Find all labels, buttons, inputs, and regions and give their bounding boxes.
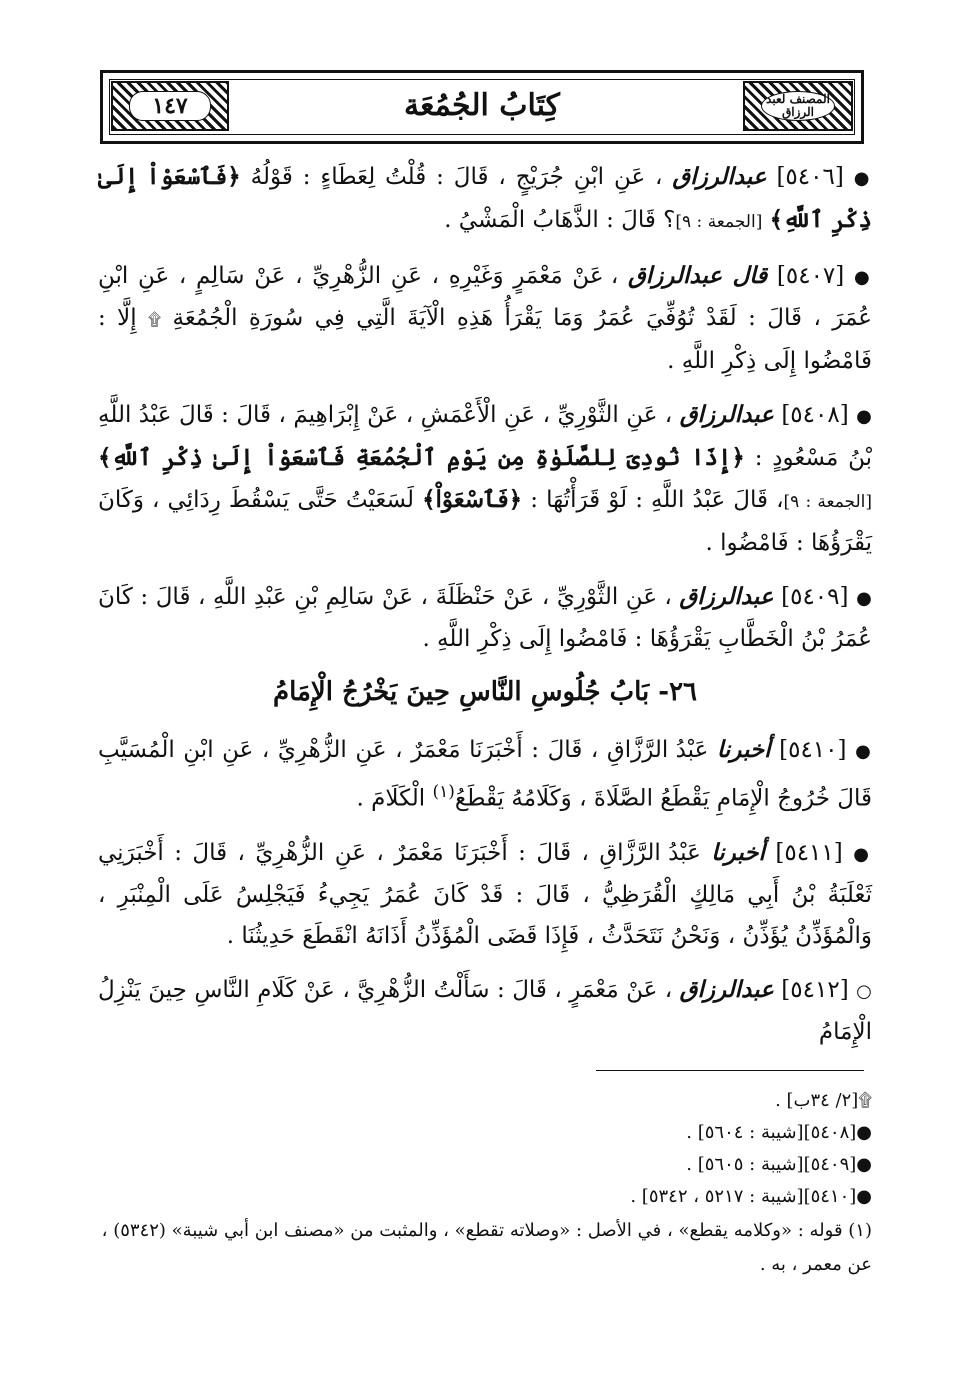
narrator: قال عبدالرزاق — [627, 262, 768, 289]
quran-quote: ﴿إِذَا نُودِىَ لِلصَّلَوٰةِ مِن يَوْمِ ٱلْجُمُعَةِ فَٱسْعَوْاْ إِلَىٰ ذِكْرِ ٱللَّهِ﴾ — [98, 444, 745, 471]
footnote-line: ●[٥٤١٠][شيبة : ٥٢١٧ ، ٥٣٤٢] . — [630, 1186, 872, 1207]
page-header — [100, 70, 864, 144]
narrator: عبدالرزاق — [679, 975, 774, 1003]
hadith-entry-5408 — [98, 394, 872, 564]
logo-ornament — [743, 81, 853, 131]
main-text — [98, 156, 872, 1065]
narrator: أخبرنا — [711, 838, 765, 866]
footnote-line: ۩[٢/ ٣٤ب] . — [775, 1090, 872, 1111]
hadith-text-mid: ، قَالَ عَبْدُ اللَّهِ : لَوْ قَرَأْتُهَا : — [530, 487, 784, 513]
hadith-text: ، عَنِ ابْنِ جُرَيْجٍ ، قَالَ : قُلْتُ لِعَطَاءٍ : قَوْلُهُ — [250, 164, 663, 190]
hadith-entry-5406 — [98, 156, 872, 243]
quran-quote-2: ﴿فَٱسْعَوْاْ﴾ — [422, 486, 523, 513]
footnote-line: (١) قوله : «وكلامه يقطع» ، في الأصل : «وصلاته تقطع» ، والمثبت من «مصنف ابن أبي شيبة» (٥٣٤٢) ، عن معمر ، به . — [101, 1220, 872, 1275]
bullet-icon: ● — [855, 741, 873, 762]
hadith-number: [٥٤١٢] — [781, 976, 849, 1003]
hadith-text: ، عَنِ الثَّوْرِيِّ ، عَنْ حَنْظَلَةَ ، عَنْ سَالِمِ بْنِ عَبْدِ اللَّهِ ، قَالَ : كَانَ عُمَرُ بْنُ الْخَطَّابِ يَقْرَؤُهَا : فَامْضُوا إِلَى ذِكْرِ اللَّهِ . — [98, 584, 872, 652]
narrator: عبدالرزاق — [679, 401, 774, 428]
quran-reference: [الجمعة : ٩] — [783, 492, 873, 512]
hadith-text-end: إِلَّا : فَامْضُوا إِلَى ذِكْرِ اللَّهِ . — [98, 305, 872, 374]
hadith-number: [٥٤١٠] — [779, 737, 847, 763]
logo-text: المصنف لعبد الرزاق — [761, 91, 835, 121]
hadith-text: عَبْدُ الرَّزَّاقِ ، قَالَ : أَخْبَرَنَا مَعْمَرٌ ، عَنِ الزُّهْرِيِّ ، عَنِ ابْنِ الْمُسَيَّبِ قَالَ خُرُوجُ الْإِمَامِ يَقْطَعُ الصَّلَاةَ ، وَكَلَامُهُ يَقْطَعُ — [98, 737, 872, 812]
hadith-text-end: ؟ قَالَ : الذَّهَابُ الْمَشْيُ . — [444, 207, 676, 233]
bullet-icon: ● — [856, 406, 873, 427]
bullet-icon: ● — [856, 588, 873, 609]
hadith-entry-5412 — [98, 969, 872, 1053]
hadith-number: [٥٤٠٨] — [781, 402, 849, 428]
quran-quote: ﴿فَٱسْعَوْاْ إِلَىٰ ذِكْرِ ٱللَّهِ﴾ — [98, 163, 872, 233]
bullet-icon: ● — [853, 267, 872, 288]
footnote-line: ●[٥٤٠٩][شيبة : ٥٦٠٥] . — [686, 1154, 872, 1175]
page-number-ornament — [111, 81, 229, 131]
narrator: أخبرنا — [716, 736, 771, 763]
hadith-text-end: لَسَعَيْتُ حَتَّى يَسْقُطَ رِدَائِي ، وَكَانَ يَقْرَؤُهَا : فَامْضُوا . — [98, 487, 872, 556]
bullet-icon: ○ — [856, 980, 873, 1002]
narrator: عبدالرزاق — [672, 163, 767, 190]
hadith-entry-5411 — [98, 832, 872, 957]
chapter-heading: ٢٦- بَابُ جُلُوسِ النَّاسِ حِينَ يَخْرُجُ الْإِمَامُ — [272, 677, 698, 707]
hadith-text-end: الْكَلَامَ . — [356, 785, 426, 812]
hadith-number: [٥٤٠٩] — [781, 584, 849, 610]
hadith-text: ، عَنِ الثَّوْرِيِّ ، عَنِ الْأَعْمَشِ ، عَنْ إِبْرَاهِيمَ ، قَالَ : قَالَ عَبْدُ اللَّهِ بْنُ مَسْعُودٍ : — [98, 402, 872, 471]
narrator: عبدالرزاق — [679, 583, 774, 610]
page-number: ١٤٧ — [129, 91, 211, 121]
hadith-entry-5407 — [98, 255, 872, 382]
hadith-number: [٥٤٠٦] — [776, 164, 844, 190]
bullet-icon: ● — [853, 843, 873, 865]
footnote-line: ●[٥٤٠٨][شيبة : ٥٦٠٤] . — [686, 1122, 872, 1143]
footnotes — [98, 1086, 872, 1284]
quran-reference: [الجمعة : ٩] — [675, 212, 763, 232]
hadith-number: [٥٤١١] — [775, 839, 843, 866]
hadith-number: [٥٤٠٧] — [776, 263, 845, 289]
hadith-text: ، عَنْ مَعْمَرٍ ، قَالَ : سَأَلْتُ الزُّهْرِيَّ ، عَنْ كَلَامِ النَّاسِ حِينَ يَنْزِلُ الْإِمَامُ — [98, 976, 872, 1045]
footnote-divider — [596, 1070, 864, 1071]
bullet-icon: ● — [853, 168, 872, 189]
book-title: كِتَابُ الجُمُعَة — [404, 87, 560, 123]
hadith-entry-5410 — [98, 729, 872, 820]
hadith-text: عَبْدُ الرَّزَّاقِ ، قَالَ : أَخْبَرَنَا مَعْمَرٌ ، عَنِ الزُّهْرِيِّ ، قَالَ : أَخْبَرَنِي ثَعْلَبَةُ بْنُ أَبِي مَالِكٍ الْقُرَظِيُّ ، قَالَ : قَدْ كَانَ عُمَرُ يَجِيءُ فَيَجْلِسُ عَلَى الْمِنْبَرِ ، وَالْمُؤَذِّنُ يُؤَذِّنُ ، وَنَحْنُ نَتَحَدَّثُ ، فَإِذَا قَضَى الْمُؤَذِّنُ أَذَانَهُ انْقَطَعَ حَدِيثُنَا . — [98, 839, 872, 949]
hadith-entry-5409 — [98, 576, 872, 660]
footnote-reference: (١) — [432, 782, 455, 802]
hadith-text: ، عَنْ مَعْمَرٍ وَغَيْرِهِ ، عَنِ الزُّهْرِيِّ ، عَنْ سَالِمٍ ، عَنِ ابْنِ عُمَرَ ، قَالَ : لَقَدْ تُوُفِّيَ عُمَرُ وَمَا يَقْرَأُ هَذِهِ الْآيَةَ الَّتِي فِي سُورَةِ الْجُمُعَةِ — [98, 263, 873, 331]
manuscript-marker-icon: ۩ — [148, 310, 162, 330]
